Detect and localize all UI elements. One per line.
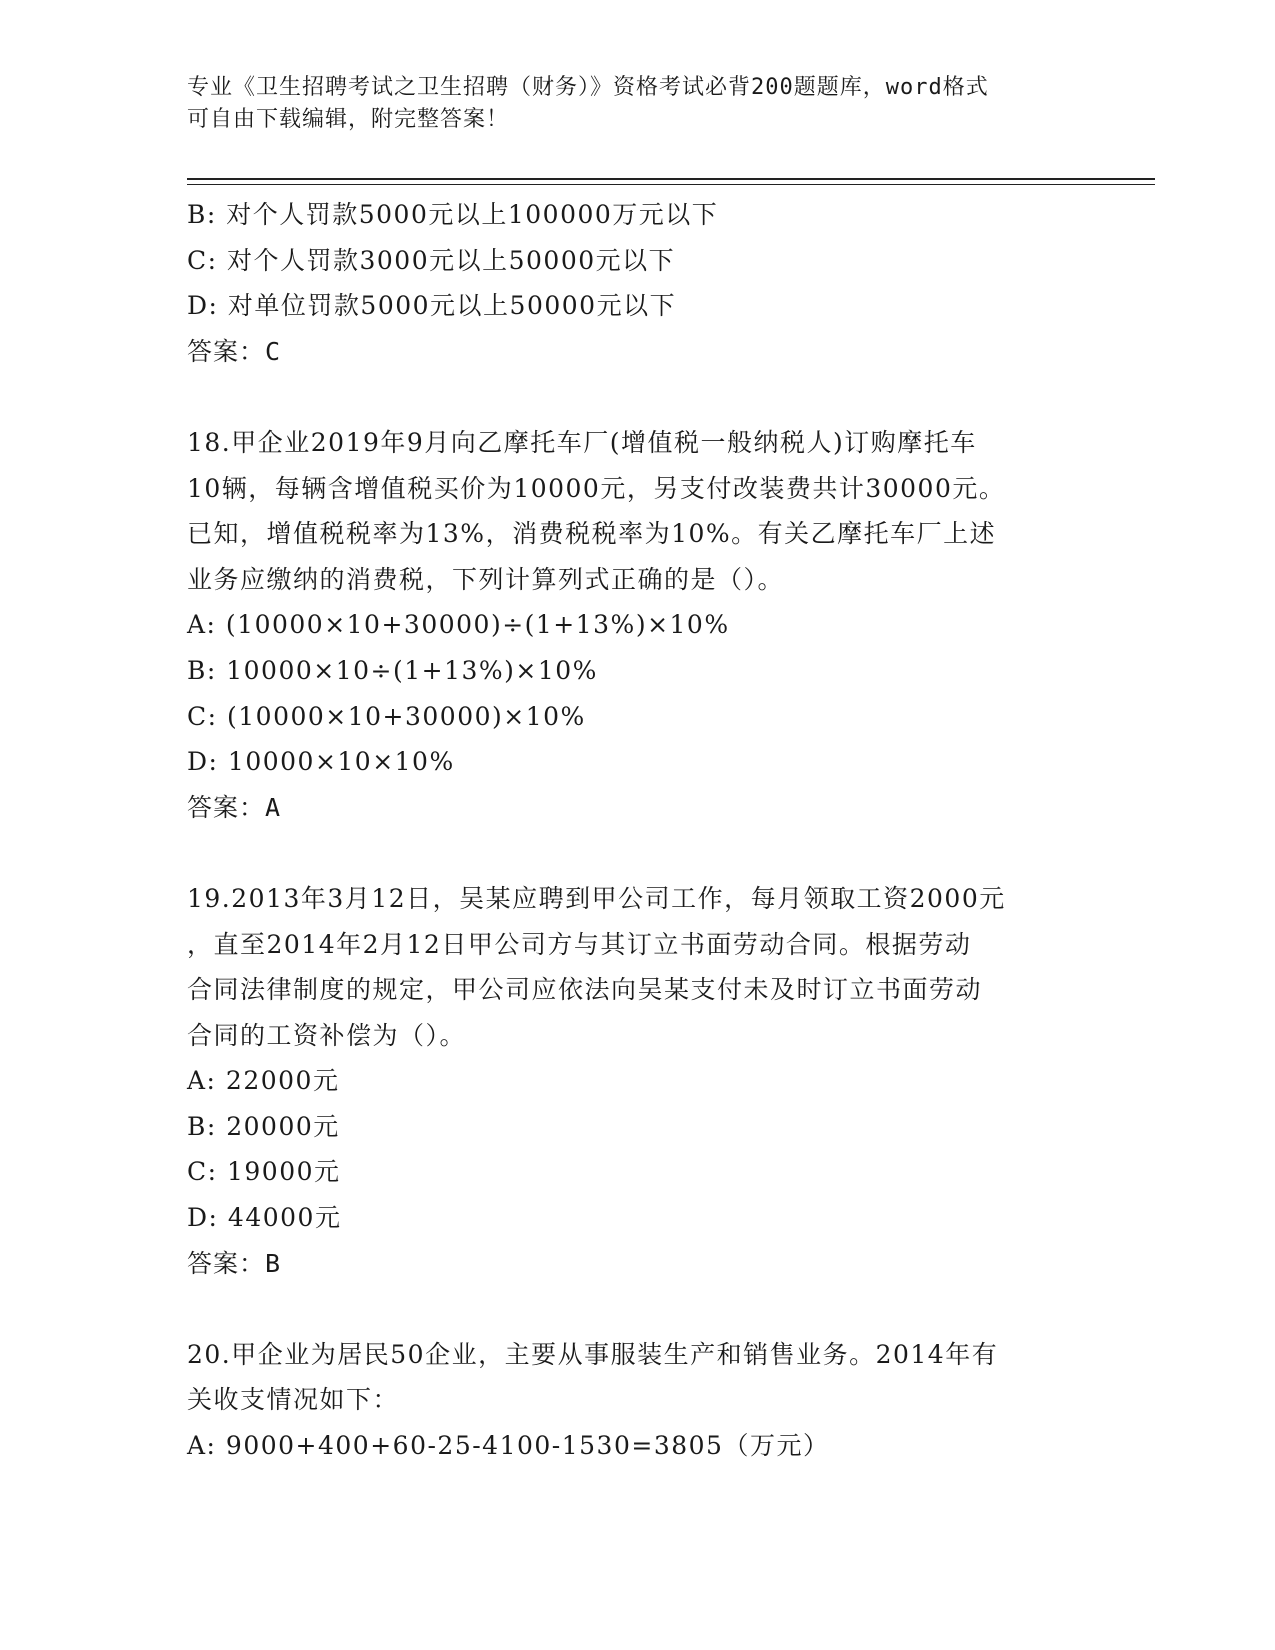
document-header bbox=[187, 72, 1067, 136]
option-d: D: 44000元 bbox=[187, 1203, 342, 1233]
spacer bbox=[187, 1286, 1087, 1332]
header-title-line-2: 可自由下载编辑，附完整答案！ bbox=[187, 107, 510, 132]
header-rule-thin bbox=[187, 184, 1155, 185]
option-a: A: (10000×10+30000)÷(1+13%)×10% bbox=[187, 610, 730, 640]
header-title-line-1: 专业《卫生招聘考试之卫生招聘（财务）》资格考试必背200题题库，word格式 bbox=[187, 75, 989, 100]
question-18-text: 18.甲企业2019年9月向乙摩托车厂(增值税一般纳税人)订购摩托车 bbox=[187, 427, 977, 457]
question-18-text: 已知，增值税税率为13%，消费税税率为10%。有关乙摩托车厂上述 bbox=[187, 519, 997, 549]
option-b: B: 20000元 bbox=[187, 1111, 340, 1141]
question-19-text: 合同的工资补偿为（）。 bbox=[187, 1020, 467, 1050]
option-d: D: 对单位罚款5000元以上50000元以下 bbox=[187, 291, 677, 321]
answer-label: 答案：C bbox=[187, 336, 282, 366]
question-18-text: 10辆，每辆含增值税买价为10000元，另支付改装费共计30000元。 bbox=[187, 473, 1006, 503]
question-20-text: 20.甲企业为居民50企业，主要从事服装生产和销售业务。2014年有 bbox=[187, 1339, 999, 1369]
answer-label: 答案：B bbox=[187, 1248, 282, 1278]
option-b: B: 10000×10÷(1+13%)×10% bbox=[187, 655, 598, 685]
answer-label: 答案：A bbox=[187, 792, 282, 822]
option-c: C: (10000×10+30000)×10% bbox=[187, 701, 586, 731]
question-19-text: ，直至2014年2月12日甲公司方与其订立书面劳动合同。根据劳动 bbox=[187, 929, 972, 959]
question-19-text: 合同法律制度的规定，甲公司应依法向吴某支付未及时订立书面劳动 bbox=[187, 975, 983, 1005]
header-rule-thick bbox=[187, 178, 1155, 180]
spacer bbox=[187, 830, 1087, 876]
option-c: C: 19000元 bbox=[187, 1157, 341, 1187]
option-c: C: 对个人罚款3000元以上50000元以下 bbox=[187, 245, 676, 275]
option-d: D: 10000×10×10% bbox=[187, 747, 455, 777]
question-18-text: 业务应缴纳的消费税，下列计算列式正确的是（）。 bbox=[187, 564, 785, 594]
option-a: A: 9000+400+60-25-4100-1530=3805（万元） bbox=[187, 1431, 830, 1461]
option-a: A: 22000元 bbox=[187, 1066, 340, 1096]
question-19-text: 19.2013年3月12日，吴某应聘到甲公司工作，每月领取工资2000元 bbox=[187, 883, 1006, 913]
question-20-text: 关收支情况如下： bbox=[187, 1385, 400, 1415]
spacer bbox=[187, 374, 1087, 420]
option-b: B: 对个人罚款5000元以上100000万元以下 bbox=[187, 200, 719, 229]
question-content bbox=[187, 192, 1087, 1469]
